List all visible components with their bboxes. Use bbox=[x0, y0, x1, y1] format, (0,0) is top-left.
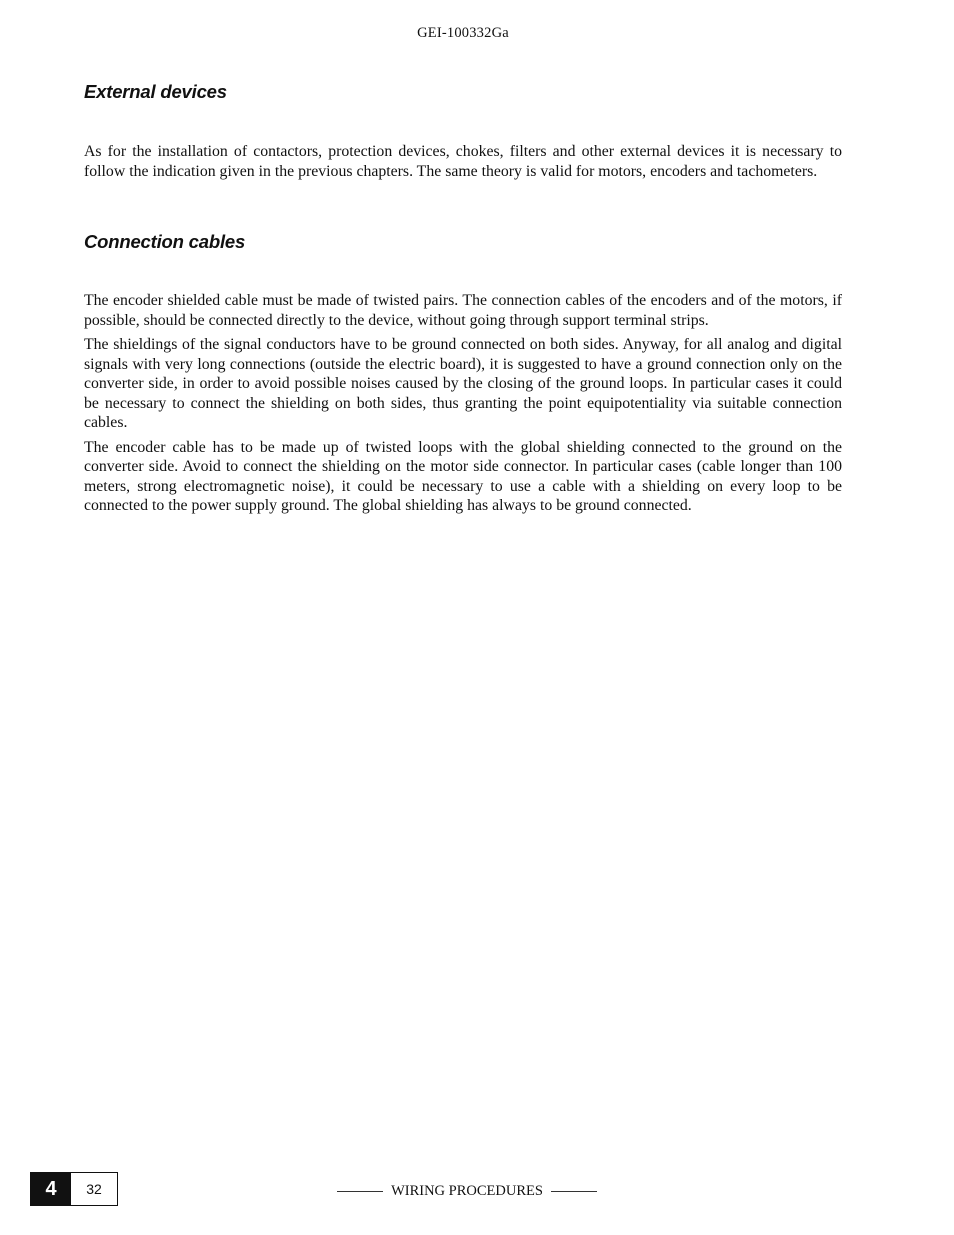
paragraph: As for the installation of contactors, protection devices, chokes, filters and other external devices it is necessary to follow the indication given in the previous chapters. The same theory is valid for motors, encoders and tachometers. bbox=[84, 143, 842, 180]
chapter-number: 4 bbox=[31, 1173, 71, 1205]
paragraph: The shieldings of the signal conductors have to be ground connected on both sides. Anyway, for all analog and digital signals with very long connections (outside the electric board), it is suggested to have a ground connection only on the converter side, in order to avoid possible noises caused by the closing of the ground loops. In particular cases it could be necessary to connect the shielding on both sides, thus granting the point equipotentiality via suitable connection cables. bbox=[84, 336, 842, 431]
footer-chapter-title: WIRING PROCEDURES bbox=[391, 1183, 543, 1199]
document-id: GEI-100332Ga bbox=[417, 25, 509, 41]
paragraph: The encoder cable has to be made up of twisted loops with the global shielding connected to the ground on the converter side. Avoid to connect the shielding on the motor side connector. In particular cases (cable longer than 100 meters, strong electromagnetic noise), it could be necessary to use a cable with a shielding on every loop to be connected to the power supply ground. The global shielding has always to be ground connected. bbox=[84, 438, 842, 514]
section-connection-cables-body bbox=[84, 291, 842, 521]
heading-external-devices: External devices bbox=[84, 81, 227, 102]
footer-rule-right bbox=[551, 1191, 597, 1192]
heading-connection-cables: Connection cables bbox=[84, 231, 246, 252]
paragraph: The encoder shielded cable must be made of twisted pairs. The connection cables of the encoders and of the motors, if possible, should be connected directly to the device, without going through support terminal strips. bbox=[84, 292, 842, 329]
footer bbox=[0, 1183, 934, 1200]
footer-rule-left bbox=[337, 1191, 383, 1192]
page-number: 32 bbox=[86, 1181, 102, 1197]
section-external-devices-body bbox=[84, 142, 842, 186]
